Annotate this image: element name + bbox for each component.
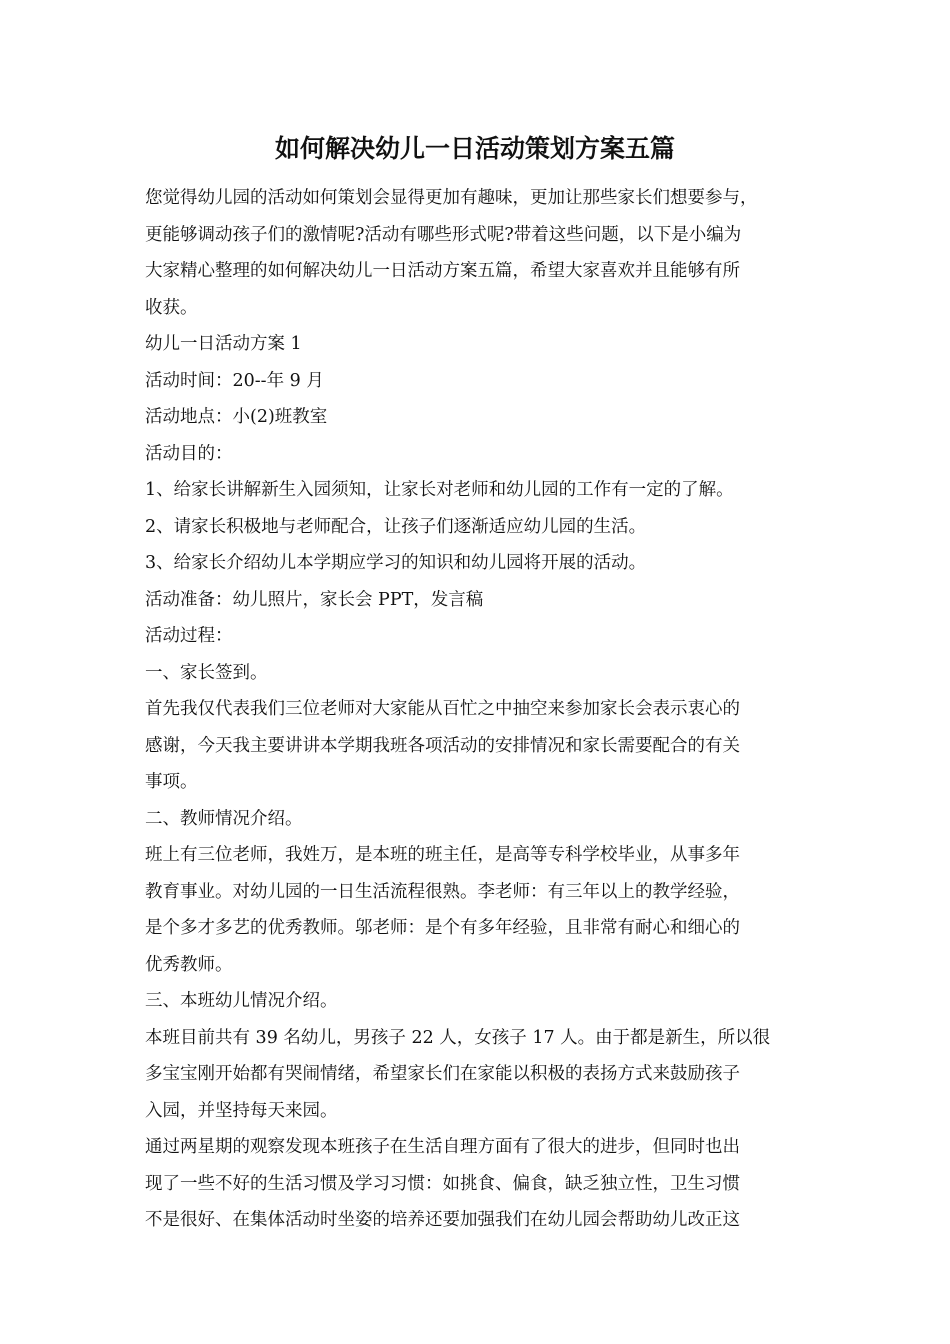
body-line: 通过两星期的观察发现本班孩子在生活自理方面有了很大的进步，但同时也出 [145,1137,740,1157]
document-body [145,180,813,1239]
document-title: 如何解决幼儿一日活动策划方案五篇 [274,134,675,163]
body-line: 现了一些不好的生活习惯及学习习惯：如挑食、偏食，缺乏独立性，卫生习惯 [145,1173,740,1194]
body-line: 活动地点：小(2)班教室 [145,407,328,427]
body-line: 本班目前共有 39 名幼儿，男孩子 22 人，女孩子 17 人。由于都是新生，所以很 [145,1027,771,1048]
body-line: 活动准备：幼儿照片，家长会 PPT，发言稿 [145,589,484,610]
body-line: 入园，并坚持每天来园。 [145,1100,338,1121]
body-line: 不是很好、在集体活动时坐姿的培养还要加强我们在幼儿园会帮助幼儿改正这 [145,1210,740,1230]
body-line: 1、给家长讲解新生入园须知，让家长对老师和幼儿园的工作有一定的了解。 [145,480,734,500]
body-line: 三、本班幼儿情况介绍。 [145,991,338,1011]
body-line: 事项。 [145,772,198,792]
body-line: 班上有三位老师，我姓万，是本班的班主任，是高等专科学校毕业，从事多年 [145,845,740,865]
body-line: 感谢，今天我主要讲讲本学期我班各项活动的安排情况和家长需要配合的有关 [145,735,740,756]
body-line: 收获。 [145,297,198,318]
body-line: 更能够调动孩子们的激情呢?活动有哪些形式呢?带着这些问题，以下是小编为 [145,224,742,245]
body-line: 是个多才多艺的优秀教师。邬老师：是个有多年经验，且非常有耐心和细心的 [145,918,740,938]
body-line: 大家精心整理的如何解决幼儿一日活动方案五篇，希望大家喜欢并且能够有所 [145,261,740,281]
body-line: 活动过程： [145,626,233,646]
body-line: 2、请家长积极地与老师配合，让孩子们逐渐适应幼儿园的生活。 [145,516,647,537]
body-line: 教育事业。对幼儿园的一日生活流程很熟。李老师：有三年以上的教学经验， [145,881,740,902]
body-line: 活动目的： [145,443,233,464]
section-heading: 幼儿一日活动方案 1 [145,334,302,354]
body-line: 3、给家长介绍幼儿本学期应学习的知识和幼儿园将开展的活动。 [145,553,647,573]
body-line: 优秀教师。 [145,954,233,975]
body-line: 您觉得幼儿园的活动如何策划会显得更加有趣味，更加让那些家长们想要参与， [145,188,758,208]
body-line: 多宝宝刚开始都有哭闹情绪，希望家长们在家能以积极的表扬方式来鼓励孩子 [145,1064,740,1084]
body-line: 首先我仅代表我们三位老师对大家能从百忙之中抽空来参加家长会表示衷心的 [145,699,740,719]
body-line: 二、教师情况介绍。 [145,808,303,829]
body-line: 一、家长签到。 [145,662,268,683]
body-line: 活动时间：20--年 9 月 [145,370,324,391]
